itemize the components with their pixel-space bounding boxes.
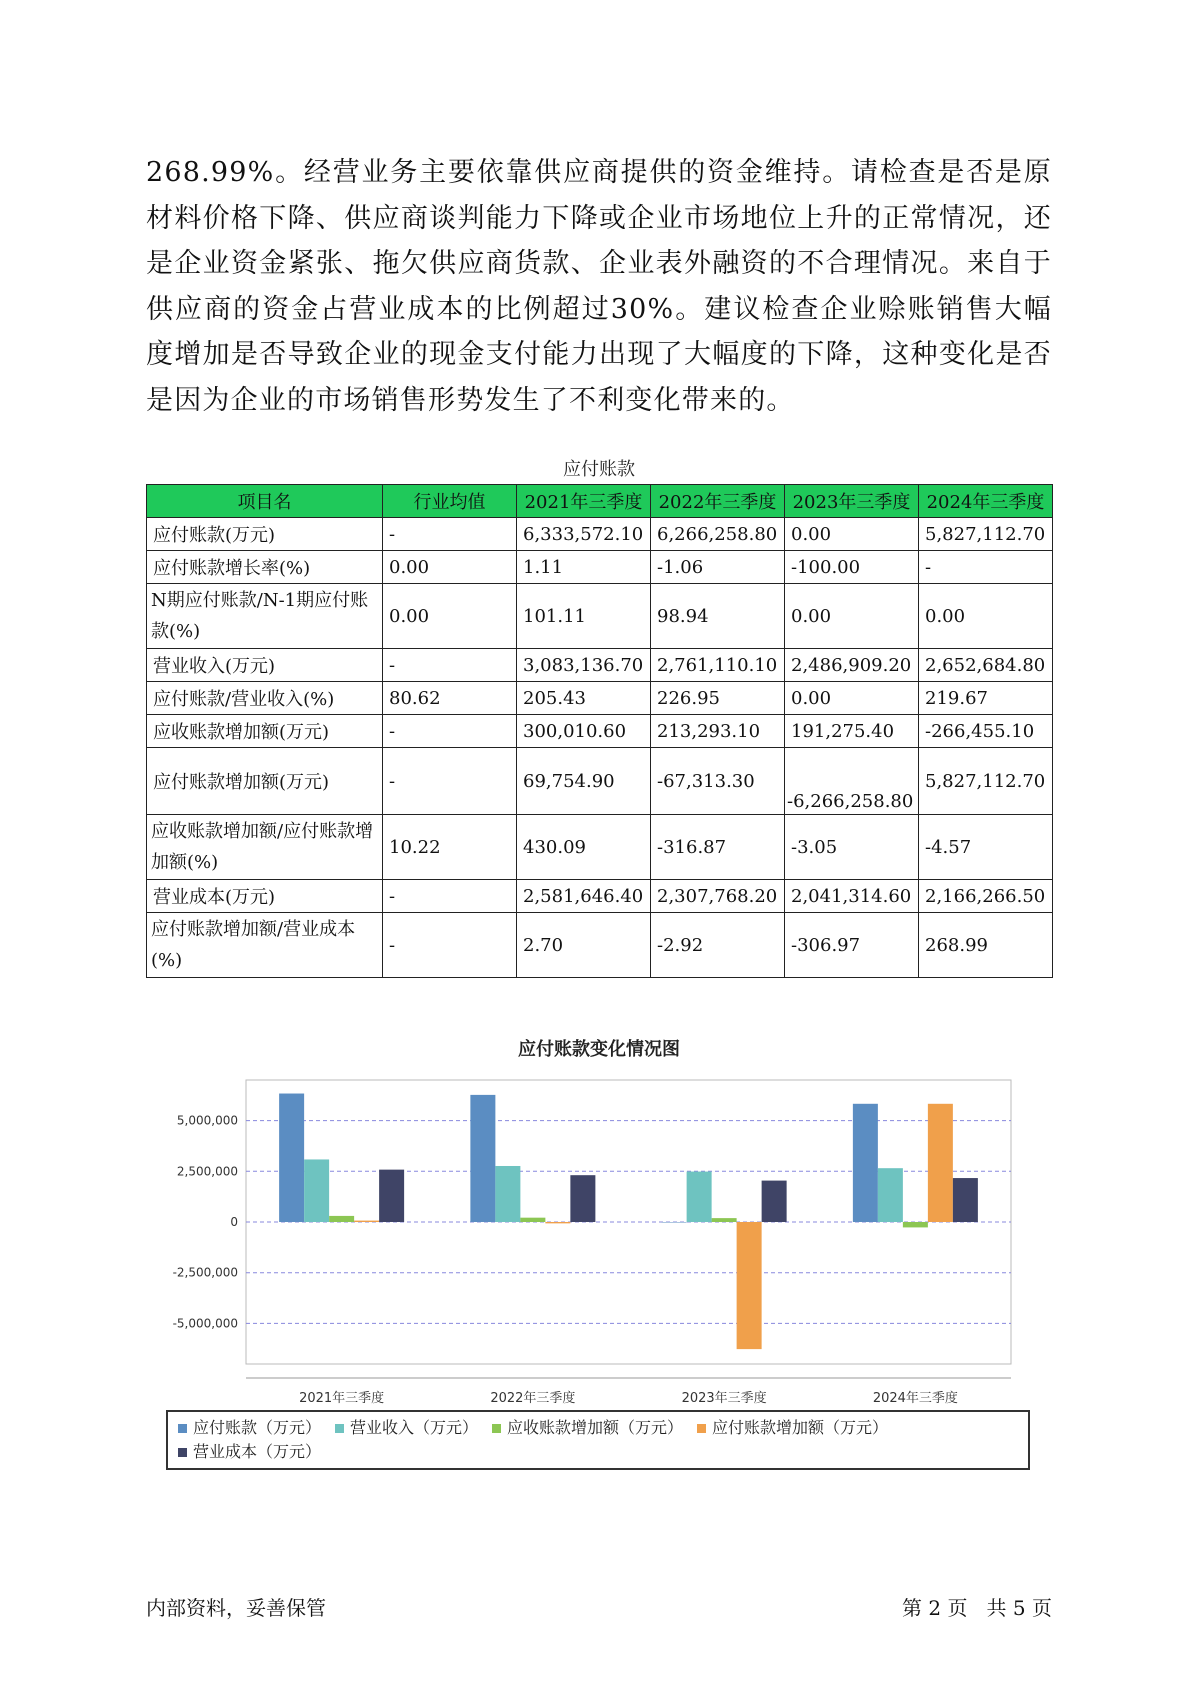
bar [520, 1218, 545, 1222]
header-item-name: 项目名 [147, 485, 383, 518]
header-2022q3: 2022年三季度 [651, 485, 785, 518]
legend-item [178, 1416, 321, 1440]
table-row [147, 748, 1053, 815]
table-cell: - [383, 518, 517, 551]
table-cell: 2,307,768.20 [651, 880, 785, 913]
header-2024q3: 2024年三季度 [919, 485, 1053, 518]
table-cell: 2.70 [517, 913, 651, 978]
y-tick-label: -5,000,000 [172, 1316, 238, 1331]
bar [329, 1216, 354, 1222]
table-cell: -266,455.10 [919, 715, 1053, 748]
table-cell: 2,761,110.10 [651, 649, 785, 682]
body-paragraph: 268.99%。经营业务主要依靠供应商提供的资金维持。请检查是否是原材料价格下降、供应商谈判能力下降或企业市场地位上升的正常情况，还是企业资金紧张、拖欠供应商货款、企业表外融资的不合理情况。来自于供应商的资金占营业成本的比例超过30%。建议检查企业赊账销售大幅度增加是否导致企业的现金支付能力出现了大幅度的下降，这种变化是否是因为企业的市场销售形势发生了不利变化带来的。 [146, 157, 1052, 416]
legend-swatch [178, 1424, 187, 1433]
bar [878, 1168, 903, 1222]
table-cell: 0.00 [383, 551, 517, 584]
table-cell: 5,827,112.70 [919, 518, 1053, 551]
table-cell: 2,166,266.50 [919, 880, 1053, 913]
header-2021q3: 2021年三季度 [517, 485, 651, 518]
y-tick-label: 2,500,000 [176, 1164, 238, 1179]
table-cell: 226.95 [651, 682, 785, 715]
payables-change-chart [146, 1062, 1052, 1407]
payables-table [146, 484, 1053, 978]
table-cell: 219.67 [919, 682, 1053, 715]
table-cell: 10.22 [383, 815, 517, 880]
x-tick-label: 2022年三季度 [490, 1391, 576, 1406]
table-cell: - [383, 649, 517, 682]
table-row [147, 682, 1053, 715]
x-tick-label: 2023年三季度 [681, 1391, 767, 1406]
bar [279, 1094, 304, 1222]
header-industry-avg: 行业均值 [383, 485, 517, 518]
bar [570, 1175, 595, 1222]
table-row [147, 913, 1053, 978]
table-cell: 2,581,646.40 [517, 880, 651, 913]
table-cell: 430.09 [517, 815, 651, 880]
table-cell: -2.92 [651, 913, 785, 978]
table-cell: - [383, 748, 517, 815]
row-label: N期应付账款/N-1期应付账款(%) [147, 584, 383, 649]
table-cell: 0.00 [785, 584, 919, 649]
bar [928, 1104, 953, 1222]
table-cell: 1.11 [517, 551, 651, 584]
legend-label: 应收账款增加额（万元） [507, 1418, 684, 1437]
table-cell: -1.06 [651, 551, 785, 584]
table-cell: 6,266,258.80 [651, 518, 785, 551]
y-tick-label: 5,000,000 [176, 1113, 238, 1128]
table-cell: 268.99 [919, 913, 1053, 978]
row-label: 应收账款增加额/应付账款增加额(%) [147, 815, 383, 880]
legend-label: 营业收入（万元） [350, 1418, 479, 1437]
table-cell: -306.97 [785, 913, 919, 978]
legend-item [335, 1416, 478, 1440]
bar [762, 1181, 787, 1222]
x-tick-label: 2024年三季度 [872, 1391, 958, 1406]
bar [853, 1104, 878, 1222]
row-label: 应付账款(万元) [147, 518, 383, 551]
legend-swatch [178, 1448, 187, 1457]
row-label: 应付账款增长率(%) [147, 551, 383, 584]
footer-confidential-note: 内部资料，妥善保管 [146, 1596, 326, 1620]
table-cell: 300,010.60 [517, 715, 651, 748]
bar [953, 1178, 978, 1222]
bar [304, 1159, 329, 1222]
bar [662, 1222, 687, 1223]
table-row [147, 815, 1053, 880]
row-label: 营业成本(万元) [147, 880, 383, 913]
table-cell: -4.57 [919, 815, 1053, 880]
legend-label: 营业成本（万元） [193, 1442, 322, 1461]
header-2023q3: 2023年三季度 [785, 485, 919, 518]
table-cell: 2,041,314.60 [785, 880, 919, 913]
table-cell: 0.00 [785, 518, 919, 551]
table-row [147, 880, 1053, 913]
table-cell: - [919, 551, 1053, 584]
table-cell: 3,083,136.70 [517, 649, 651, 682]
table-cell: 80.62 [383, 682, 517, 715]
footer-page-number: 第 2 页 共 5 页 [902, 1596, 1052, 1620]
y-tick-label: -2,500,000 [172, 1265, 238, 1280]
table-cell: -6,266,258.80 [785, 748, 919, 815]
legend-item [697, 1416, 888, 1440]
table-cell: 0.00 [383, 584, 517, 649]
table-cell: - [383, 913, 517, 978]
table-cell: 2,652,684.80 [919, 649, 1053, 682]
table-cell: 101.11 [517, 584, 651, 649]
chart-legend [166, 1410, 1030, 1470]
row-label: 应付账款增加额/营业成本(%) [147, 913, 383, 978]
legend-item [178, 1440, 321, 1464]
bar [495, 1166, 520, 1222]
y-tick-label: 0 [230, 1215, 238, 1229]
table-cell: - [383, 880, 517, 913]
row-label: 营业收入(万元) [147, 649, 383, 682]
table-cell: -3.05 [785, 815, 919, 880]
table-row [147, 584, 1053, 649]
table-cell: 205.43 [517, 682, 651, 715]
table-cell: 213,293.10 [651, 715, 785, 748]
bar [379, 1170, 404, 1222]
legend-swatch [335, 1424, 344, 1433]
table-caption: 应付账款 [563, 459, 635, 480]
table-cell: 6,333,572.10 [517, 518, 651, 551]
legend-label: 应付账款增加额（万元） [712, 1418, 889, 1437]
table-cell: -100.00 [785, 551, 919, 584]
table-cell: 2,486,909.20 [785, 649, 919, 682]
bar [687, 1172, 712, 1222]
table-cell: 69,754.90 [517, 748, 651, 815]
bar [545, 1222, 570, 1223]
bar [470, 1095, 495, 1222]
legend-swatch [697, 1424, 706, 1433]
table-row [147, 649, 1053, 682]
table-cell: 5,827,112.70 [919, 748, 1053, 815]
bar [737, 1222, 762, 1349]
table-cell: - [383, 715, 517, 748]
legend-swatch [492, 1424, 501, 1433]
bar [903, 1222, 928, 1227]
bar [354, 1221, 379, 1222]
legend-item [492, 1416, 683, 1440]
table-cell: 191,275.40 [785, 715, 919, 748]
table-cell: 0.00 [919, 584, 1053, 649]
table-cell: -316.87 [651, 815, 785, 880]
table-row [147, 715, 1053, 748]
chart-title: 应付账款变化情况图 [518, 1039, 680, 1060]
table-row [147, 551, 1053, 584]
table-row [147, 518, 1053, 551]
bar [712, 1218, 737, 1222]
table-cell: -67,313.30 [651, 748, 785, 815]
legend-label: 应付账款（万元） [193, 1418, 322, 1437]
row-label: 应收账款增加额(万元) [147, 715, 383, 748]
table-cell: 0.00 [785, 682, 919, 715]
row-label: 应付账款/营业收入(%) [147, 682, 383, 715]
x-tick-label: 2021年三季度 [299, 1391, 385, 1406]
table-cell: 98.94 [651, 584, 785, 649]
table-header-row [147, 485, 1053, 518]
row-label: 应付账款增加额(万元) [147, 748, 383, 815]
